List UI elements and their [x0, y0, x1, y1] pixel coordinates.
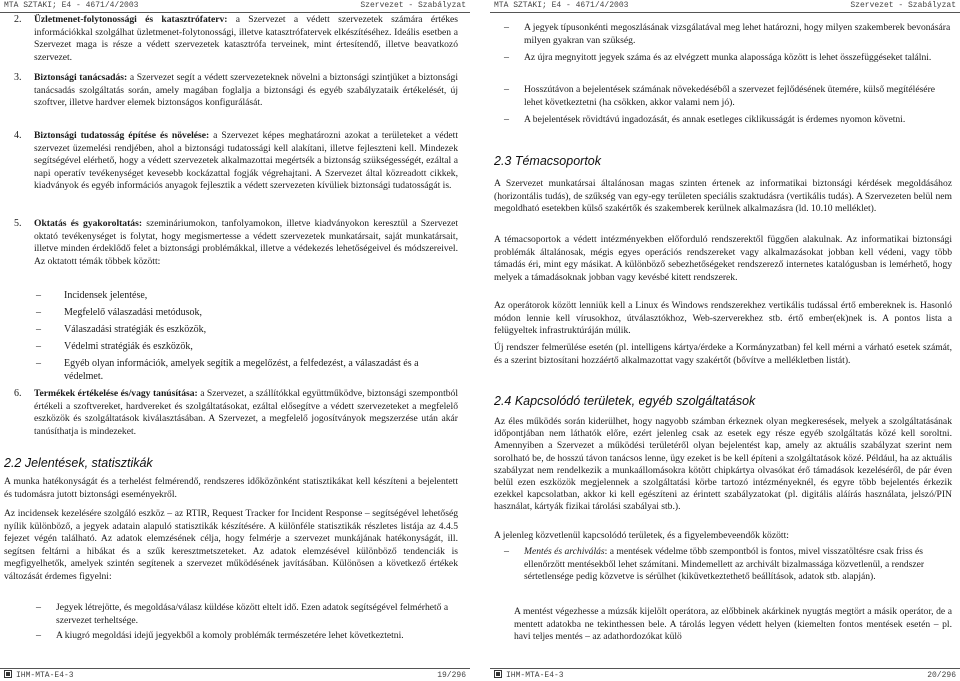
item-text	[34, 14, 458, 64]
header-doc-ref: MTA SZTAKI; E4 - 4671/4/2003	[494, 1, 629, 10]
header-doc-ref: MTA SZTAKI; E4 - 4671/4/2003	[4, 1, 139, 10]
document-icon	[494, 670, 502, 678]
section-heading-2-4: 2.4 Kapcsolódó területek, egyéb szolgáltatások	[494, 394, 756, 408]
item-text	[34, 388, 458, 438]
footer-doc-id: IHM-MTA-E4-3	[16, 671, 74, 681]
topic-text: Megfelelő válaszadási metódusok,	[64, 307, 203, 318]
section-heading-2-2: 2.2 Jelentések, statisztikák	[4, 456, 153, 470]
header-doc-type: Szervezet - Szabályzat	[360, 1, 466, 10]
topic-text: Incidensek jelentése,	[64, 290, 148, 301]
topic-item: – Válaszadási stratégiák és eszközök,	[36, 324, 458, 337]
list-item-2	[14, 14, 458, 64]
page-footer	[490, 668, 960, 681]
list-item: – Mentés és archiválás: a mentések védelme több szempontból is fontos, mivel visszatöltésre csak friss és ellenőrzött mentésekből lehet számítani. Mindemellett az archivált bizalmassága közvetlenül, a rendszer sértetlensége pedig közvetve is sérülhet (kiküvetkeztethető beállítások, adatok stb. alapján).	[504, 546, 925, 583]
item-title: Oktatás és gyakoroltatás:	[34, 218, 143, 229]
paragraph: Az operátorok között lenniük kell a Linux és Windows rendszerekhez vertikális tudással értő embereknek is. Hasonló módon lennie kell vírusokhoz, útválasztókhoz, Web-szerverekhez stb. értő ember(ek)nek is. A pontos lista a felügyeltek infrastruktúráján múlik.	[494, 300, 952, 337]
paragraph: A munka hatékonyságát és a terhelést felmérendő, rendszeres időközönként statisztikákat kell készíteni a bejelentett és tudomásra jutott biztonsági eseményekről.	[4, 476, 458, 500]
item-body: a Szervezet segít a védett szervezeteknek növelni a biztonsági szintjüket a biztonsági tanácsadás szolgáltatás során, amely magában foglalja a biztonsági és egyéb szabályzataik értékelését, új szoftver, illetve hardver elemek biztonságos konfigurálását.	[34, 72, 458, 109]
item-title: Biztonsági tudatosság építése és növelése:	[34, 130, 210, 141]
item-body: a Szervezet képes meghatározni azokat a területeket a védett szervezet üzemelési rendjében, ahol a biztonsági tudatossági kell alakítani, illetve fejleszteni kell. Mindezek segítségével elérhető, hogy a védett szervezetek alkalmazottai megértsék a biztonság szükségességét, ezáltal a napi operatív tevékenységet kevesebb kockázattal fogják végrehajtani. A Szervezet által közreadott cikkek, kiadványok és egyéb információs anyagok fejlesztik a védett szervezeten kívüliek biztonsági tudatosságát is.	[34, 130, 458, 192]
topic-item: – Megfelelő válaszadási metódusok,	[36, 307, 458, 320]
topic-text: Védelmi stratégiák és eszközök,	[64, 341, 193, 352]
item-number: 6.	[14, 388, 22, 399]
list-item-5	[14, 218, 458, 268]
item-number: 4.	[14, 130, 22, 141]
item-text	[34, 130, 458, 193]
list-item-6	[14, 388, 458, 438]
list-item-4	[14, 130, 458, 193]
list-item: – Jegyek létrejötte, és megoldása/válasz küldése között eltelt idő. Ezen adatok segítségével felmérhető a szervezet terheltsége.	[36, 602, 449, 626]
list-item-body: : a mentések védelme több szempontból is fontos, mivel visszatöltésre csak friss és ellenőrzött mentésekből lehet számítani. Mindemellett az archivált bizalmassága közvetlenül, a rendszer sértetlensége pedig közvetve is sérülhet (kiküvetkeztethető beállítások, adatok stb. alapján).	[524, 546, 925, 583]
paragraph: Új rendszer felmerülése esetén (pl. intelligens kártya/érdeke a Kormányzatban) fel kell mérni a várható esetek számát, és a szerint biztosítani hozzáértő alkalmazottat vagy szakértőt (bővítve a mellékletben listát).	[494, 342, 952, 366]
paragraph: Az éles működés során kiderülhet, hogy nagyobb számban érkeznek olyan megkeresések, melyek a szolgáltatásának időpontjában nem láthatók előre, ezért jelenleg csak az esetek egy része egyéb szolgáltatás közé kell soroltni. Amennyiben a Szervezet a működési területéről olyan bejelentést kap, amely az aktuális szabályzat szerint nem sorolható be, de hosszú távon tanácsos lenne, ügy ezeket is be kell építeni a szolgáltatások közé. Például, ha az aktuális szabályzat nem rendelkezik a munkaállomásokra kötött chipkártya olvasókat érő támadások kezeléséről, de pár éven belül ezen eszközök megjelennek a szolgáltatási körbe tartozó intézményeknél, és egyre több bejelentés érkezik ezekkel kapcsolatban, akkor ki kell egészíteni az érintett szabályzatokat (pl. digitális aláírás használata, jelszó/PIN használat, kártyák fizikai tárolási szabályai stb.).	[494, 416, 952, 513]
item-number: 3.	[14, 72, 22, 83]
list-item: – Az újra megnyitott jegyek száma és az elvégzett munka alapossága között is lehet összefüggéseket találni.	[504, 52, 932, 63]
topic-item: – Incidensek jelentése,	[36, 290, 458, 303]
document-icon	[4, 670, 12, 678]
list-item: – Hosszútávon a bejelentések számának növekedéséből a szervezet fejlődésének ütemére, külső megítélésére lehet következtetni (ha csökken, akkor valami nem jó).	[504, 84, 936, 108]
topic-text: Egyéb olyan információk, amelyek segítik a megelőzést, a felfedezést, a válaszadást és a védelmet.	[64, 358, 419, 382]
section-heading-2-3: 2.3 Témacsoportok	[494, 154, 601, 168]
left-page	[0, 0, 470, 681]
list-item-3	[14, 72, 458, 110]
item-text	[34, 72, 458, 110]
item-title: Biztonsági tanácsadás:	[34, 72, 128, 83]
paragraph: A Szervezet munkatársai általánosan magas szinten értenek az informatikai biztonsági kérdések megoldásához (horizontális tudás), de szűkség van egy-egy területen speciális szaktudásra (vertikális tudás). A Szervezeten belül nem megoldható esetekben külső szakértők és szakemberek kerülnek alkalmazásra (ld. 10.10 melléklet).	[494, 178, 952, 215]
paragraph: A jelenleg közvetlenül kapcsolódó területek, és a figyelembeveendők között:	[494, 530, 789, 541]
item-title: Termékek értékelése és/vagy tanúsítása:	[34, 388, 198, 399]
page-number: 19/296	[437, 671, 466, 680]
item-body: a Szervezet a védett szervezetek számára értékes információkkal szolgálhat üzletmenet-folytonossági, illetve katasztrófatervek elkészítéséhez. Ideális esetben a Szervezet maga is része a védett szervezetek katasztrófa terveinek, mint értesítendő, illetve beavatkozó szervezet.	[34, 14, 458, 63]
item-title: Üzletmenet-folytonossági és katasztrófaterv:	[34, 14, 228, 25]
right-page	[490, 0, 960, 681]
list-item: – A jegyek típusonkénti megoszlásának vizsgálatával meg lehet határozni, hogy milyen szakemberek bevonására milyen gyakran van szükség.	[504, 22, 951, 46]
paragraph: Az incidensek kezelésére szolgáló eszköz – az RTIR, Request Tracker for Incident Response – segítségével lehetőség nyílik különböző, a jegyek adatain alapuló statisztikák készítésére. A különféle statisztikák részletes listája az 4.4.5 fejezet végén található. Az adatok elemzésének célja, hogy felmérje a szervezet munkájának hatékonyságát, ill. segítsen feltárni a hibákat és a szűk keresztmetszeteket. Az adatok elemzésével különböző tendenciák is megfigyelhetők, amelyek szintén segítenek a szervezet működésének javításában. Különösen a következő értékek változását érdemes figyelni:	[4, 508, 458, 582]
page-number: 20/296	[927, 671, 956, 680]
topic-item: – Egyéb olyan információk, amelyek segítik a megelőzést, a felfedezést, a válaszadást és a védelmet.	[36, 358, 458, 383]
paragraph: A mentést végezhesse a múzsák kijelölt operátora, az előbbinek akárkinek nyugtás megtört a másik operátor, de a mentett adatokba ne tekinthessen bele. A tárolás legyen védett helyen (kiemelten fontos mentések esetén – pl. havi teljes mentés – az adathordozókat külö	[514, 606, 952, 643]
header-doc-type: Szervezet - Szabályzat	[850, 1, 956, 10]
item-number: 5.	[14, 218, 22, 229]
item-number: 2.	[14, 14, 22, 25]
paragraph: A témacsoportok a védett intézményekben előforduló rendszerektől függően alakulnak. Az informatikai biztonsági problémák általánosak, mégis egyes operációs rendszereket vagy alkalmazásokat jobban kell védeni, vagy több támadás éri, mint egy másikat. A különböző sebezhetőségeket rendszerező internetes katalógusban is lemérhető, hogy melyek a támadásoknak jobban vagy kevésbé kitett rendszerek.	[494, 234, 952, 283]
footer-doc-id: IHM-MTA-E4-3	[506, 671, 564, 681]
item-text	[34, 218, 458, 268]
page-header	[0, 0, 470, 13]
list-item-emphasis: Mentés és archiválás	[524, 546, 605, 557]
right-page-body	[490, 14, 960, 667]
list-item: – A bejelentések rövidtávú ingadozását, és annak esetleges ciklikusságát is érdemes nyomon követni.	[504, 114, 906, 125]
page-header	[490, 0, 960, 13]
list-item: – A kiugró megoldási idejű jegyekből a komoly problémák természetére lehet következtetni.	[36, 630, 404, 641]
item-body: a Szervezet, a szállítókkal együttműködve, biztonsági szempontból értékeli a szoftvereket, hardvereket és szolgáltatásokat, ezáltal elősegítve a védett szervezeteket a megfelelő eszközök és szolgáltatások kiválasztásában. A Szervezet, a megfelelő jogosítványok megszerzése után akár tanúsíthatja is mindezeket.	[34, 388, 458, 437]
page-footer	[0, 668, 470, 681]
left-page-body	[0, 14, 470, 667]
item-body: szemináriumokon, tanfolyamokon, illetve kiadványokon keresztül a Szervezet oktató tevékenységet is folytat, hogy megismertesse a védett szervezetek munkatársait, saját munkatársait, illetve minden érdeklődő felet a biztonsági problémákkal, illetve a védekezés lehetőségeivel és módszereivel. Az oktatott témák többek között:	[34, 218, 459, 267]
topic-item: – Védelmi stratégiák és eszközök,	[36, 341, 458, 354]
topic-text: Válaszadási stratégiák és eszközök,	[64, 324, 207, 335]
